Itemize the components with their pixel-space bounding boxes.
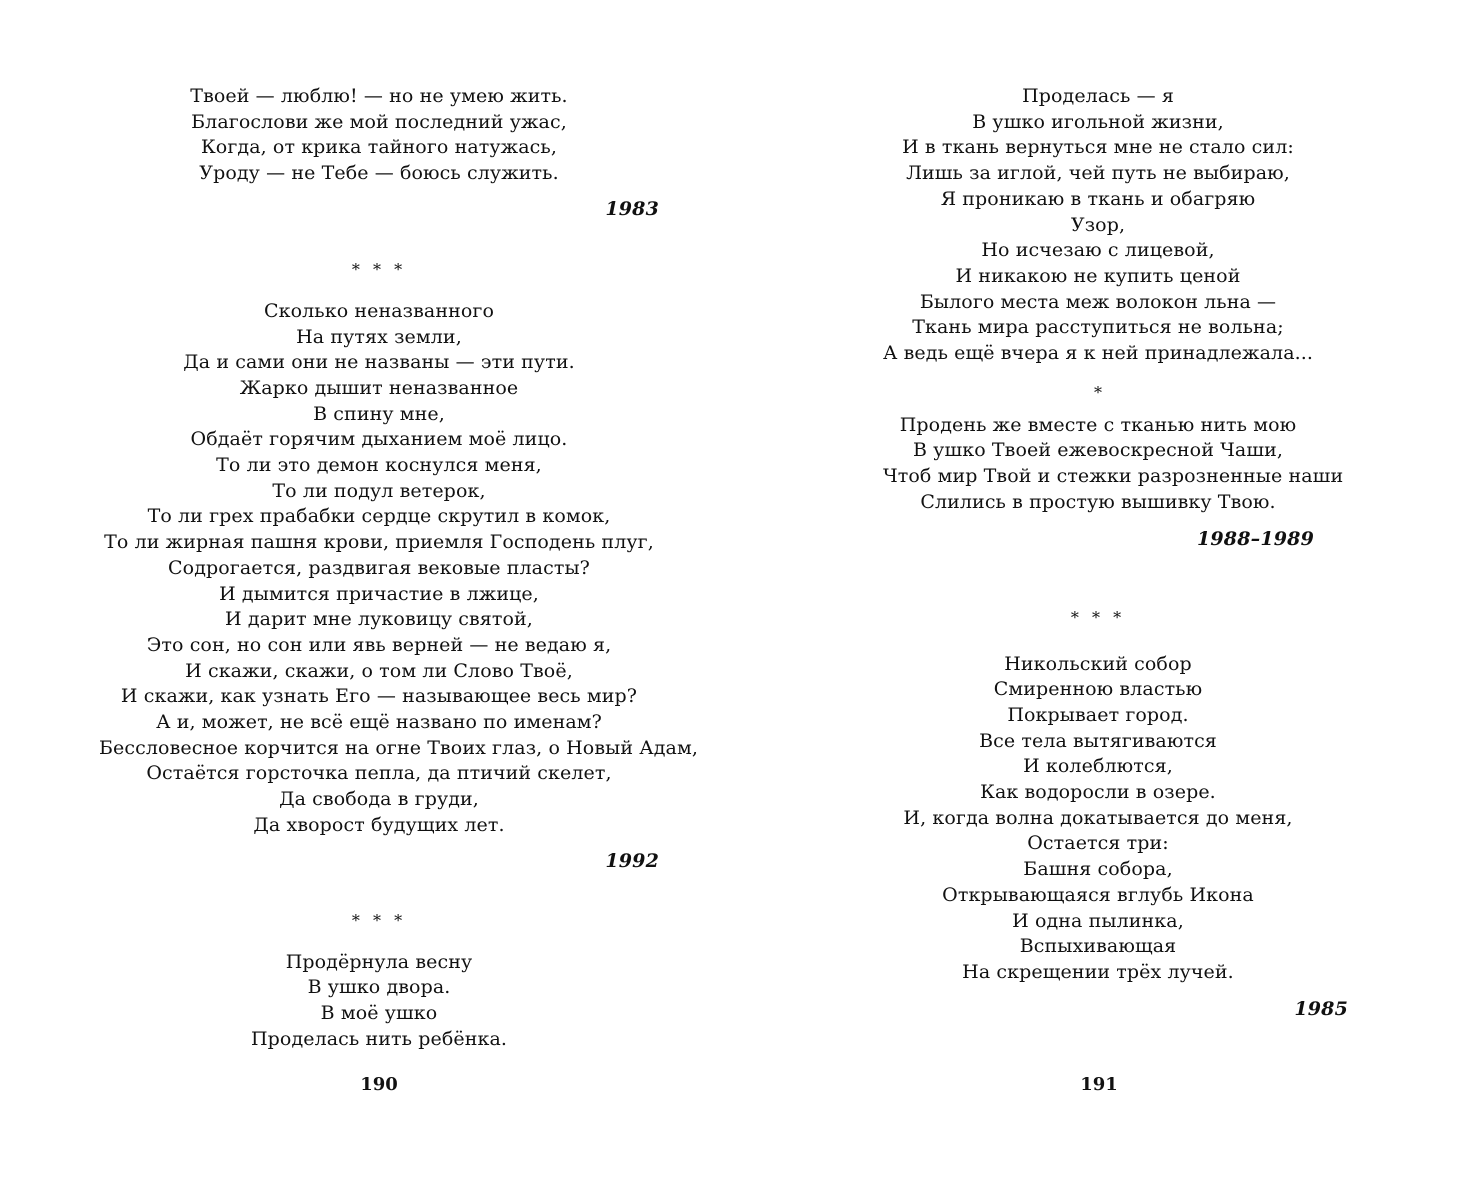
- poem-twoey: [99, 84, 659, 222]
- poem-line: В моё ушко: [320, 1001, 438, 1024]
- poem-line: Благослови же мой последний ужас,: [191, 110, 567, 133]
- poem-line: И никакою не купить ценой: [955, 264, 1241, 287]
- right-text-column: [883, 84, 1348, 1022]
- poem-line: И одна пылинка,: [1012, 909, 1184, 932]
- poem-line: И в ткань вернуться мне не стало сил:: [902, 136, 1294, 159]
- section-separator: * * *: [351, 259, 407, 279]
- poem-line: Смиренною властью: [993, 678, 1203, 701]
- poem-line: Все тела вытягиваются: [979, 729, 1217, 752]
- page-number: 191: [1080, 1074, 1118, 1095]
- poem-line: Былого места меж волокон льна —: [919, 290, 1277, 313]
- poem-line: Открывающаяся вглубь Икона: [942, 883, 1254, 906]
- poem-line: Продень же вместе с тканью нить мою: [899, 413, 1297, 436]
- left-page: [0, 0, 738, 1182]
- poem-line: На скрещении трёх лучей.: [962, 960, 1234, 983]
- poem-line: Содрогается, раздвигая вековые пласты?: [168, 556, 590, 579]
- poem-line: А ведь ещё вчера я к ней принадлежала...: [883, 342, 1314, 365]
- poem-line: То ли подул ветерок,: [272, 479, 486, 502]
- poem-date: 1992: [605, 849, 659, 872]
- poem-line: Как водоросли в озере.: [980, 781, 1216, 804]
- poem-line: Слились в простую вышивку Твою.: [920, 490, 1276, 513]
- poem-line: То ли грех прабабки сердце скрутил в комок,: [147, 505, 611, 528]
- poem-line: Покрывает город.: [1007, 703, 1189, 726]
- poem-prodyornula-vesnu: [99, 950, 659, 1053]
- poem-line: Но исчезаю с лицевой,: [981, 239, 1215, 262]
- poem-line: Остается три:: [1027, 832, 1169, 855]
- poem-line: А и, может, не всё ещё названо по именам?: [156, 711, 602, 734]
- poem-line: Да и сами они не названы — эти пути.: [183, 351, 575, 374]
- poem-line: То ли жирная пашня крови, приемля Господень плуг,: [104, 531, 654, 554]
- poem-line: Никольский собор: [1004, 652, 1192, 675]
- poem-line: Обдаёт горячим дыханием моё лицо.: [190, 428, 568, 451]
- poem-date: 1988–1989: [1196, 527, 1314, 550]
- poem-line: Когда, от крика тайного натужась,: [201, 136, 557, 159]
- poem-line: Башня собора,: [1023, 858, 1173, 881]
- poem-line: И скажи, как узнать Его — называющее весь мир?: [120, 685, 638, 708]
- poem-line: Чтоб мир Твой и стежки разрозненные наши: [883, 465, 1344, 488]
- poem-line: То ли это демон коснулся меня,: [216, 454, 542, 477]
- stanza-separator: *: [1094, 382, 1102, 402]
- poem-line: Остаётся горсточка пепла, да птичий скелет,: [146, 762, 612, 785]
- poem-line: Ткань мира расступиться не вольна;: [912, 316, 1284, 339]
- poem-line: В ушко Твоей ежевоскресной Чаши,: [912, 439, 1283, 462]
- poem-line: И, когда волна докатывается до меня,: [903, 806, 1293, 829]
- poem-line: В ушко двора.: [307, 976, 451, 999]
- poem-line: И дарит мне луковицу святой,: [225, 608, 533, 631]
- poem-line: В ушко игольной жизни,: [972, 110, 1224, 133]
- poem-line: Сколько неназванного: [263, 299, 495, 322]
- right-page: [738, 0, 1477, 1182]
- poem-line: И колеблются,: [1023, 755, 1173, 778]
- poem-nikolsky-sobor: [883, 652, 1348, 1022]
- poem-line: В спину мне,: [313, 402, 445, 425]
- poem-line: Продёрнула весну: [285, 950, 473, 973]
- page-number: 190: [360, 1074, 398, 1095]
- poem-date: 1985: [1294, 997, 1348, 1020]
- poem-line: И скажи, скажи, о том ли Слово Твоё,: [185, 659, 573, 682]
- poem-line: Уроду — не Тебе — боюсь служить.: [199, 162, 559, 185]
- poem-line: Проделась — я: [1022, 85, 1174, 107]
- poem-prodyornula-vesnu-continued: [883, 84, 1344, 552]
- poem-line: Твоей — люблю! — но не умею жить.: [190, 85, 568, 107]
- poem-line: Я проникаю в ткань и обагряю: [940, 187, 1256, 210]
- section-separator: * * *: [1070, 607, 1126, 627]
- poem-line: Вспыхивающая: [1019, 935, 1177, 958]
- poem-line: И дымится причастие в лжице,: [219, 582, 539, 605]
- poem-line: Проделась нить ребёнка.: [250, 1027, 508, 1050]
- section-separator: * * *: [351, 910, 407, 930]
- poem-line: Это сон, но сон или явь верней — не ведаю я,: [146, 633, 612, 656]
- poem-line: Лишь за иглой, чей путь не выбираю,: [906, 162, 1290, 185]
- poem-line: Узор,: [1070, 213, 1126, 236]
- poem-line: Бессловесное корчится на огне Твоих глаз, о Новый Адам,: [99, 736, 698, 759]
- poem-line: Жарко дышит неназванное: [239, 376, 519, 399]
- poem-line: Да хворост будущих лет.: [253, 813, 505, 836]
- poem-date: 1983: [605, 197, 659, 220]
- poem-line: На путях земли,: [296, 325, 462, 348]
- left-text-column: [99, 84, 698, 1052]
- poem-line: Да свобода в груди,: [279, 788, 479, 811]
- poem-skolko-nenazvannogo: [99, 299, 698, 874]
